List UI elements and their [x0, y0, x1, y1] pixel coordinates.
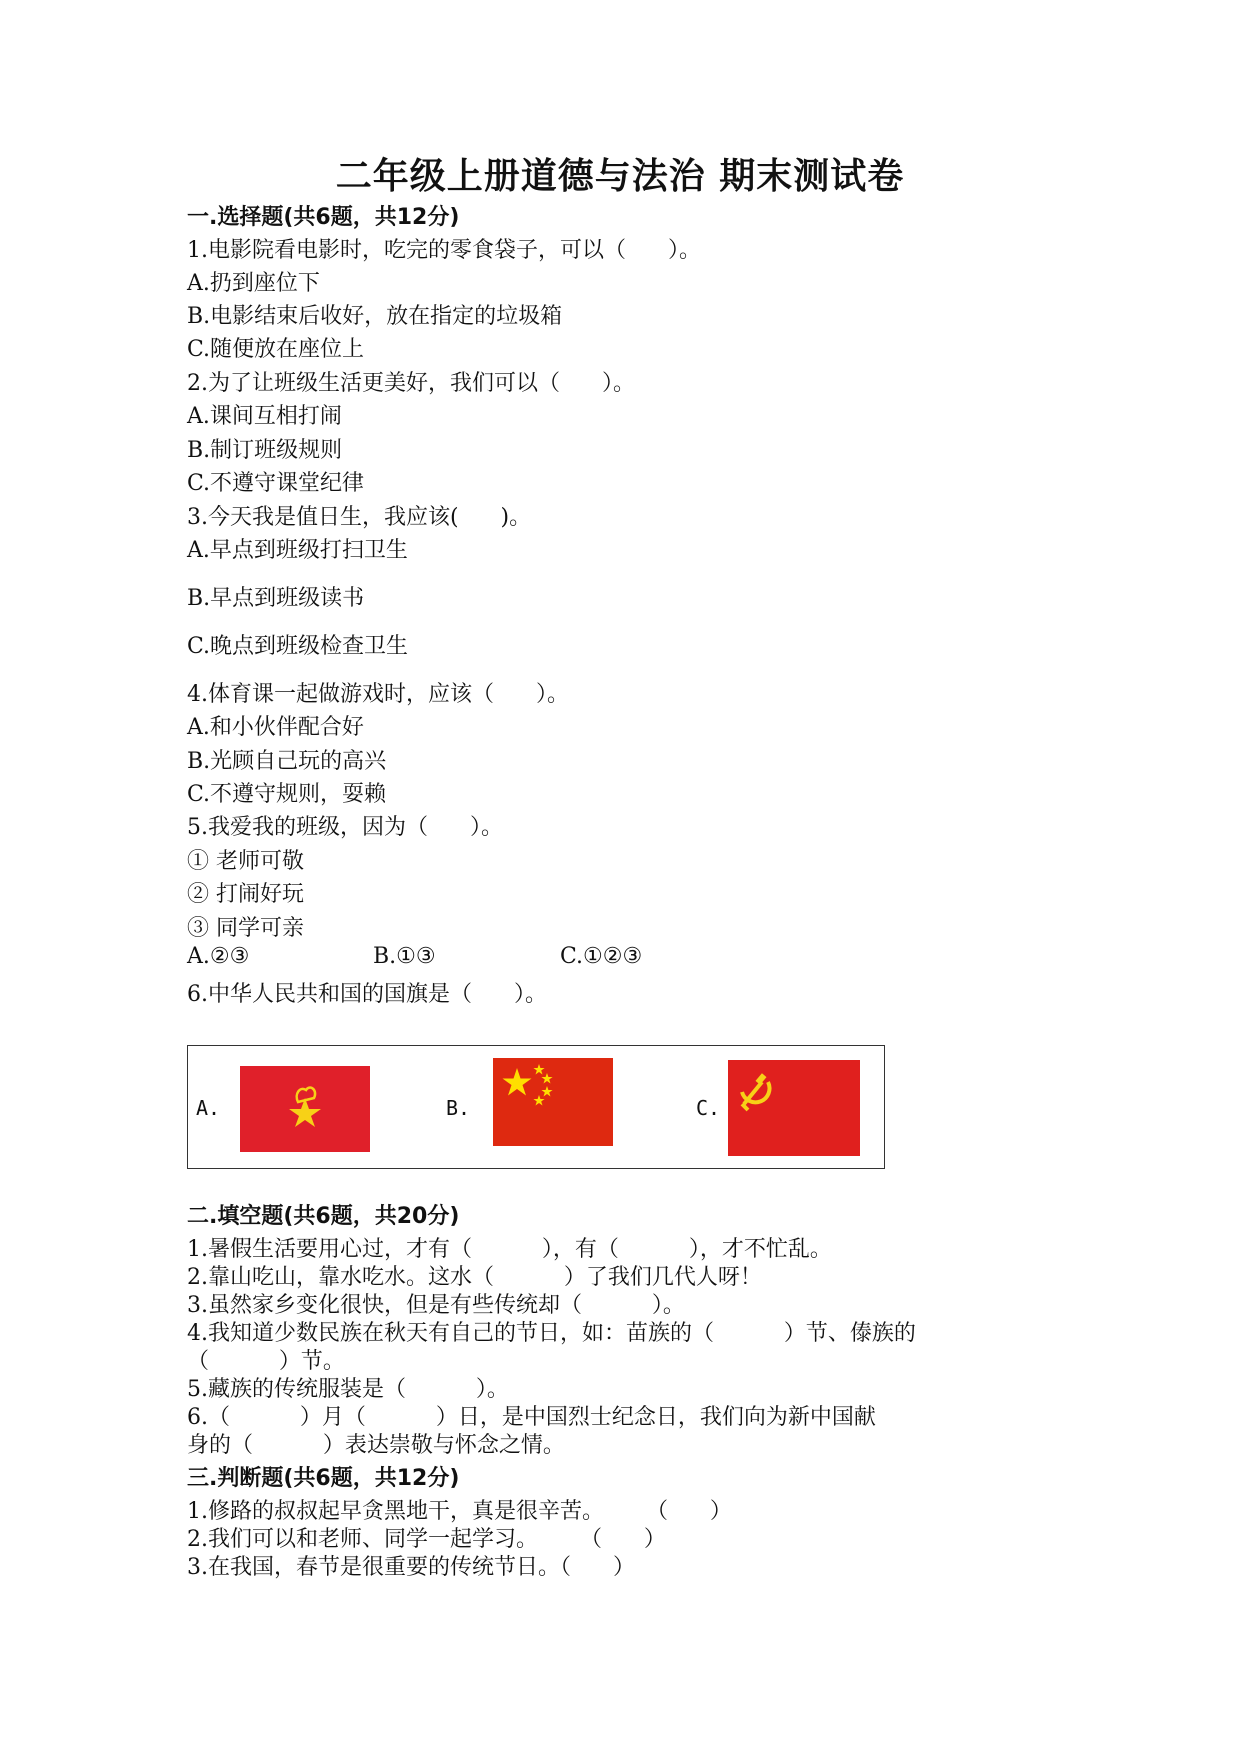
option-line: C.随便放在座位上 — [187, 337, 365, 362]
question-line: 身的（ ）表达崇敬与怀念之情。 — [187, 1433, 565, 1458]
option-c: C.①②③ — [560, 944, 643, 969]
statement-line: ② 打闹好玩 — [187, 882, 304, 907]
option-line: C.晚点到班级检查卫生 — [187, 634, 409, 659]
option-line: B.制订班级规则 — [187, 438, 343, 463]
option-line: A.早点到班级打扫卫生 — [187, 538, 408, 563]
page-title: 二年级上册道德与法治 期末测试卷 — [335, 156, 905, 197]
question-line: 6.中华人民共和国的国旗是（ ）。 — [187, 982, 547, 1007]
flag-label-c: C. — [696, 1096, 721, 1120]
question-line: 6.（ ）月（ ）日，是中国烈士纪念日，我们向为新中国献 — [187, 1405, 876, 1430]
question-line: 2.靠山吃山，靠水吃水。这水（ ）了我们几代人呀！ — [187, 1265, 762, 1290]
question-line: （ ）节。 — [187, 1349, 345, 1374]
flag-choices-box — [187, 1045, 885, 1169]
option-line: C.不遵守规则，耍赖 — [187, 782, 387, 807]
statement-line: ③ 同学可亲 — [187, 916, 304, 941]
option-line: A.和小伙伴配合好 — [187, 715, 364, 740]
question-line: 4.体育课一起做游戏时，应该（ ）。 — [187, 682, 569, 707]
party-flag-icon — [728, 1060, 860, 1156]
statement-line: ① 老师可敬 — [187, 849, 304, 874]
question-line: 4.我知道少数民族在秋天有自己的节日，如：苗族的（ ）节、傣族的 — [187, 1321, 916, 1346]
question-line: 2.我们可以和老师、同学一起学习。 （ ） — [187, 1527, 666, 1552]
section-heading-judge: 三.判断题(共6题，共12分) — [187, 1466, 460, 1491]
section-heading-choice: 一.选择题(共6题，共12分) — [187, 205, 460, 230]
question-line: 1.暑假生活要用心过，才有（ ），有（ ），才不忙乱。 — [187, 1237, 832, 1262]
option-line: B.电影结束后收好，放在指定的垃圾箱 — [187, 304, 563, 329]
youth-league-flag-icon — [240, 1066, 370, 1152]
option-a: A.②③ — [187, 944, 250, 969]
question-line: 3.虽然家乡变化很快，但是有些传统却（ ）。 — [187, 1293, 685, 1318]
option-line: A.扔到座位下 — [187, 271, 320, 296]
national-flag-icon — [493, 1058, 613, 1146]
flag-label-a: A. — [196, 1096, 221, 1120]
option-line: B.早点到班级读书 — [187, 586, 365, 611]
option-b: B.①③ — [373, 944, 436, 969]
flag-label-b: B. — [446, 1096, 471, 1120]
section-heading-fill: 二.填空题(共6题，共20分) — [187, 1204, 460, 1229]
option-line: B.光顾自己玩的高兴 — [187, 749, 387, 774]
option-line: C.不遵守课堂纪律 — [187, 471, 365, 496]
option-line: A.课间互相打闹 — [187, 404, 342, 429]
question-line: 3.在我国，春节是很重要的传统节日。（ ） — [187, 1555, 635, 1580]
question-line: 2.为了让班级生活更美好，我们可以（ ）。 — [187, 371, 635, 396]
question-line: 5.我爱我的班级，因为（ ）。 — [187, 815, 503, 840]
question-line: 5.藏族的传统服装是（ ）。 — [187, 1377, 509, 1402]
question-line: 1.电影院看电影时，吃完的零食袋子，可以（ ）。 — [187, 238, 701, 263]
question-line: 3.今天我是值日生，我应该( )。 — [187, 505, 532, 530]
question-line: 1.修路的叔叔起早贪黑地干，真是很辛苦。 （ ） — [187, 1499, 732, 1524]
